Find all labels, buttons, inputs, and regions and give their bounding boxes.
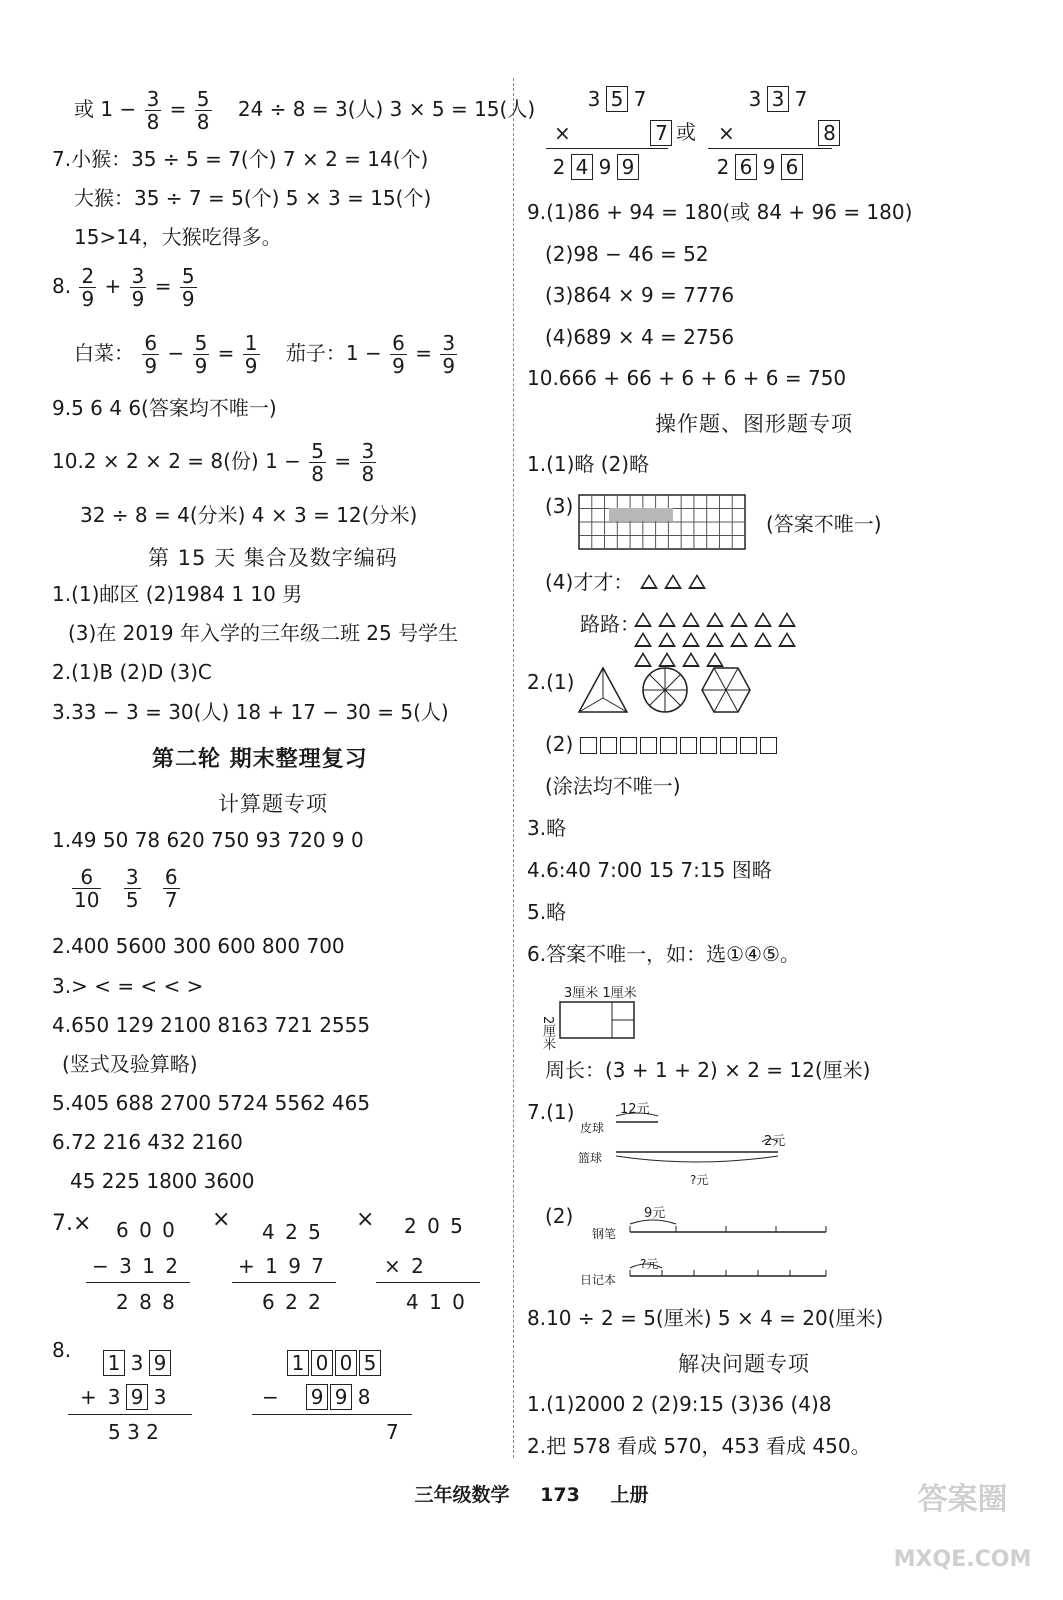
r10: 10.666 + 66 + 6 + 6 + 6 = 750 (527, 366, 847, 390)
square-icon (720, 737, 737, 754)
o6-perimeter: 周长：(3 + 1 + 2) × 2 = 12(厘米) (545, 1058, 871, 1082)
line-or: 或 1 − $\frac{3}{8}$ = $\frac{5}{8}$ 24 ÷ 8 = 3(人) 3 × 5 = 15(人) (74, 87, 536, 134)
s1: 1.(1)2000 2 (2)9:15 (3)36 (4)8 (527, 1392, 832, 1416)
q7-line-1: 7.小猴：35 ÷ 5 = 7(个) 7 × 2 = 14(个) (52, 147, 429, 171)
q8-line-2: 白菜： $\frac{6}{9}$ − $\frac{5}{9}$ = $\frac{1}{9}$ 茄子：1 − $\frac{6}{9}$ = $\frac{3}{9}$ (74, 331, 456, 378)
square-icon (680, 737, 697, 754)
q7a-rule (86, 1282, 190, 1283)
triangle-icon (778, 632, 796, 647)
calc-q4: 4.650 129 2100 8163 721 2555 (52, 1013, 371, 1037)
m2-rule (708, 148, 832, 149)
q8b-mid: − 9 9 8 (262, 1385, 371, 1409)
triangle-icon (754, 632, 772, 647)
q7-line-2: 大猴：35 ÷ 7 = 5(个) 5 × 3 = 15(个) (74, 186, 432, 210)
o1-4-lulu: 路路： (580, 612, 640, 636)
m2-res: 2 6 9 6 (712, 154, 804, 180)
triangle-icon (658, 632, 676, 647)
rectangle-diagram (558, 1000, 638, 1042)
calc-q2: 2.400 5600 300 600 800 700 (52, 934, 345, 958)
square-icon (660, 737, 677, 754)
o1: 1.(1)略 (2)略 (527, 452, 650, 476)
square-icon (580, 737, 597, 754)
square-icon (620, 737, 637, 754)
square-icon (740, 737, 757, 754)
calc-q3: 3.> < = < < > (52, 974, 204, 998)
square-icon (640, 737, 657, 754)
fraction: $\frac{5}{8}$ (196, 87, 210, 134)
o1-4: (4)才才： (545, 570, 712, 594)
o4: 4.6:40 7:00 15 7:15 图略 (527, 858, 772, 882)
or-label: 或 (676, 120, 696, 144)
q7c-rule (376, 1282, 480, 1283)
o5: 5.略 (527, 900, 567, 924)
triangle-icon (682, 632, 700, 647)
m2-mid: × 8 (718, 120, 841, 146)
column-divider (513, 78, 514, 1458)
day15-q1-b: (3)在 2019 年入学的三年级二班 25 号学生 (68, 621, 459, 645)
triangle-icon (730, 612, 748, 627)
q8a-mid: + 3 9 3 (80, 1385, 167, 1409)
o8: 8.10 ÷ 2 = 5(厘米) 5 × 4 = 20(厘米) (527, 1306, 884, 1330)
square-icon (760, 737, 777, 754)
m1-rule (546, 148, 668, 149)
line-diagram-2 (626, 1214, 832, 1286)
line-diagram-1 (612, 1112, 792, 1168)
q8-line-1: 8. $\frac{2}{9}$ + $\frac{3}{9}$ = $\frac{5}{9}$ (52, 264, 195, 311)
watermark-logo: 答案圈 MXQE.COM (893, 1482, 1032, 1572)
o6: 6.答案不唯一，如：选①④⑤。 (527, 942, 800, 966)
grid-diagram (578, 494, 748, 552)
s2: 2.把 578 看成 570，453 看成 450。 (527, 1434, 871, 1458)
page-number: 173 (540, 1484, 580, 1506)
calc-q6-a: 6.72 216 432 2160 (52, 1130, 243, 1154)
o7-2: (2) (545, 1204, 574, 1228)
m1-mid: × 7 (554, 120, 673, 146)
q8a-top: 1 3 9 (102, 1350, 172, 1376)
calc-q1: 1.49 50 78 620 750 93 720 9 0 (52, 828, 364, 852)
q9-line: 9.5 6 4 6(答案均不唯一) (52, 396, 277, 420)
o1-3-label: (3) (545, 494, 574, 518)
triangle-icon (688, 574, 706, 589)
solve-heading: 解决问题专项 (678, 1352, 810, 1376)
r9c: (3)864 × 9 = 7776 (545, 283, 735, 307)
q7-label: 7.× (52, 1211, 92, 1236)
day15-q2: 2.(1)B (2)D (3)C (52, 660, 212, 684)
fraction: $\frac{3}{8}$ (146, 87, 160, 134)
triangle-icon (730, 632, 748, 647)
calc-heading: 计算题专项 (218, 792, 328, 816)
o2-note: (涂法均不唯一) (545, 774, 681, 798)
m2-top: 3 3 7 (748, 87, 808, 111)
q10-line-1: 10.2 × 2 × 2 = 8(份) 1 − $\frac{5}{8}$ = $\frac{3}{8}$ (52, 439, 375, 486)
square-icon (600, 737, 617, 754)
triangle-icon (706, 632, 724, 647)
q8b-top: 1 0 0 5 (286, 1350, 382, 1376)
o3: 3.略 (527, 816, 567, 840)
op-heading: 操作题、图形题专项 (655, 412, 853, 436)
q7-line-3: 15>14，大猴吃得多。 (74, 225, 282, 249)
r9d: (4)689 × 4 = 2756 (545, 325, 735, 349)
o2-2: (2) (545, 732, 780, 756)
q8b-rule (252, 1414, 412, 1415)
o6-side-label: 2厘米 (540, 1016, 555, 1051)
q8a-rule (68, 1414, 192, 1415)
o2: 2.(1) (527, 670, 575, 694)
triangle-icon (640, 574, 658, 589)
triangle-icon (754, 612, 772, 627)
m1-top: 3 5 7 (587, 87, 647, 111)
day15-q1-a: 1.(1)邮区 (2)1984 1 10 男 (52, 582, 303, 606)
triangle-icon (682, 612, 700, 627)
triangle-icon (634, 632, 652, 647)
round2-heading: 第二轮 期末整理复习 (152, 747, 368, 772)
triangle-icon (634, 612, 652, 627)
o7-1: 7.(1) (527, 1100, 575, 1124)
triangle-icon (778, 612, 796, 627)
calc-q5: 5.405 688 2700 5724 5562 465 (52, 1091, 371, 1115)
footer-subject: 三年级数学 (414, 1484, 510, 1506)
r9a: 9.(1)86 + 94 = 180(或 84 + 96 = 180) (527, 200, 913, 224)
r9b: (2)98 − 46 = 52 (545, 242, 709, 266)
o1-3-note: (答案不唯一) (766, 512, 882, 536)
calc-q1-fractions: $\frac{6}{10}$ $\frac{3}{5}$ $\frac{6}{7}$ (74, 865, 178, 912)
calc-q4-note: (竖式及验算略) (62, 1052, 198, 1076)
q10-line-2: 32 ÷ 8 = 4(分米) 4 × 3 = 12(分米) (80, 503, 418, 527)
lulu-triangles (634, 612, 824, 672)
square-icon (700, 737, 717, 754)
o6-top-label: 3厘米 1厘米 (564, 986, 637, 1001)
footer-volume: 上册 (610, 1484, 649, 1506)
triangle-icon (706, 612, 724, 627)
q7b-rule (232, 1282, 336, 1283)
calc-q6-b: 45 225 1800 3600 (70, 1169, 255, 1193)
day15-heading: 第 15 天 集合及数字编码 (148, 546, 398, 570)
shapes-diagram (576, 664, 756, 716)
day15-q3: 3.33 − 3 = 30(人) 18 + 17 − 30 = 5(人) (52, 700, 449, 724)
m1-res: 2 4 9 9 (548, 154, 640, 180)
triangle-icon (664, 574, 682, 589)
triangle-icon (658, 612, 676, 627)
